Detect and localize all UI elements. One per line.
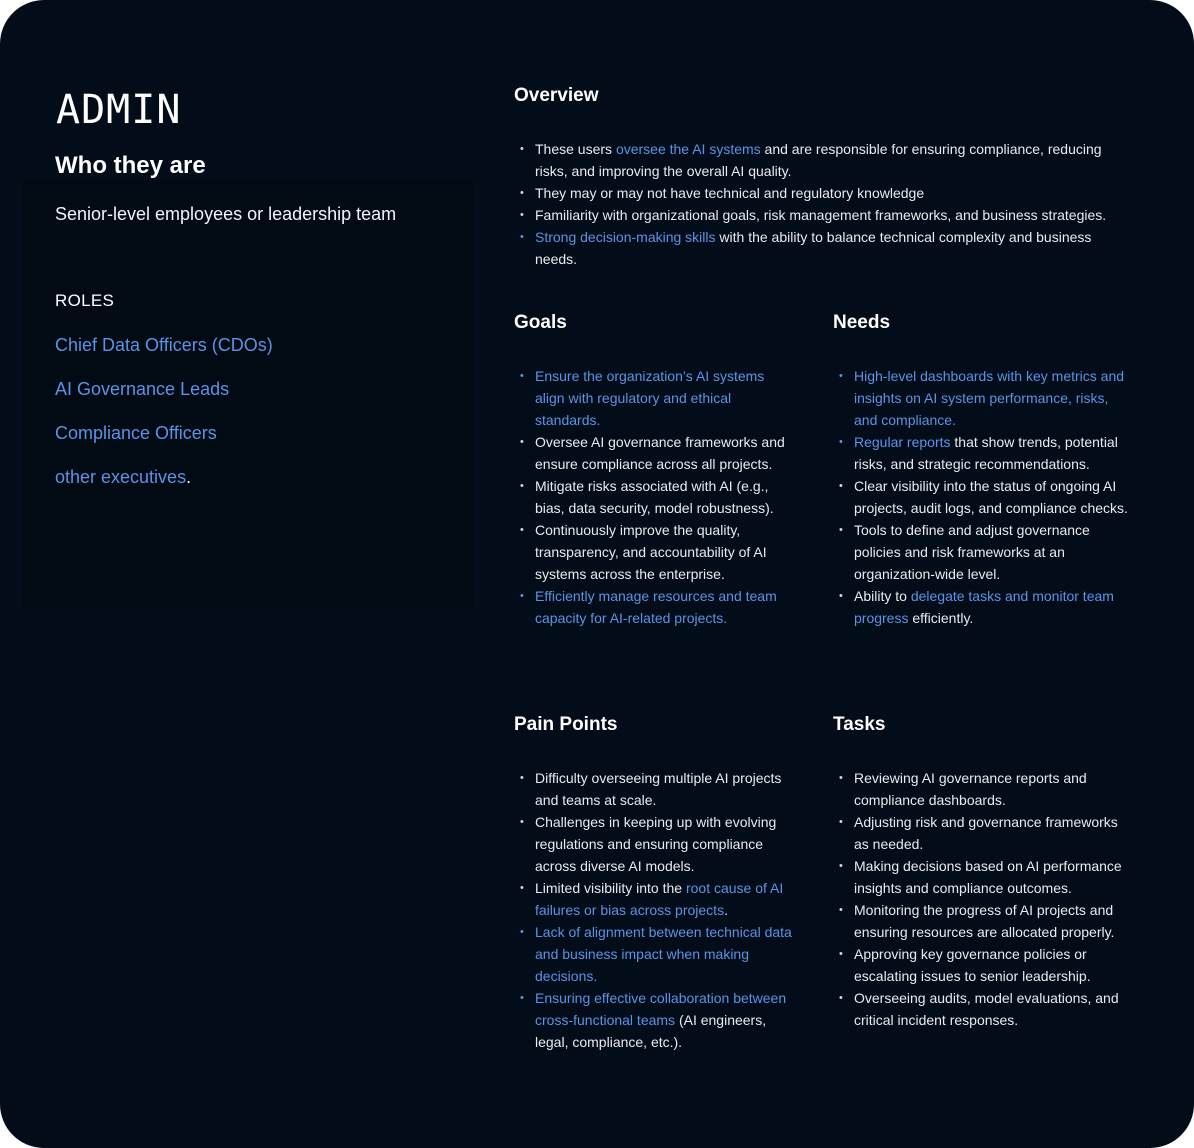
bullet-text: efficiently. — [908, 610, 974, 626]
highlighted-text: root cause of AI failures or bias across projects — [535, 880, 784, 918]
bullet-text: Ability to — [854, 588, 911, 604]
role-item — [55, 376, 273, 420]
bullet-text: that show trends, potential risks, and strategic recommendations. — [854, 434, 1118, 472]
bullet-text: Challenges in keeping up with evolving regulations and ensuring compliance across diverse AI models. — [535, 814, 777, 874]
bullet-text: Difficulty overseeing multiple AI projects and teams at scale. — [535, 770, 782, 808]
overview-list — [514, 138, 1114, 270]
bullet-item — [514, 138, 1114, 182]
goals-section — [514, 311, 789, 629]
role-label: other executives — [55, 467, 187, 487]
bullet-text: These users — [535, 141, 616, 157]
bullet-text: (AI engineers, legal, compliance, etc.). — [535, 1012, 767, 1050]
highlighted-text: Ensure the organization’s AI systems align with regulatory and ethical standards. — [535, 368, 765, 428]
needs-section — [833, 311, 1133, 629]
role-item — [55, 332, 273, 376]
bullet-item — [833, 365, 1133, 431]
highlighted-text: Strong decision-making skills — [535, 229, 716, 245]
goals-heading: Goals — [514, 312, 567, 333]
bullet-text: They may or may not have technical and regulatory knowledge — [535, 185, 925, 201]
bullet-item — [514, 226, 1114, 270]
pain-points-heading: Pain Points — [514, 714, 618, 735]
bullet-text: Oversee AI governance frameworks and ensure compliance across all projects. — [535, 434, 785, 472]
bullet-text: Limited visibility into the — [535, 880, 686, 896]
who-they-are-description: Senior-level employees or leadership team — [55, 204, 397, 224]
bullet-item — [833, 943, 1133, 987]
role-item — [55, 420, 273, 464]
bullet-text: Tools to define and adjust governance policies and risk frameworks at an organization-wide level. — [854, 522, 1090, 582]
pain-points-section — [514, 713, 794, 1053]
roles-label: ROLES — [55, 291, 115, 310]
bullet-text: Adjusting risk and governance frameworks as needed. — [854, 814, 1118, 852]
needs-list — [833, 365, 1133, 629]
highlighted-text: oversee the AI systems — [615, 141, 761, 157]
highlighted-text: Regular reports — [854, 434, 951, 450]
role-label: Chief Data Officers (CDOs) — [55, 335, 273, 355]
bullet-text: Mitigate risks associated with AI (e.g., bias, data security, model robustness). — [535, 478, 774, 516]
bullet-text: Continuously improve the quality, transparency, and accountability of AI systems across the enterprise. — [535, 522, 767, 582]
highlighted-text: High-level dashboards with key metrics and insights on AI system performance, risks, and compliance. — [854, 368, 1125, 428]
needs-heading: Needs — [833, 312, 891, 333]
bullet-item — [833, 519, 1133, 585]
who-they-are-heading: Who they are — [55, 152, 206, 179]
highlighted-text: Lack of alignment between technical data and business impact when making decisions. — [535, 924, 792, 984]
bullet-item — [514, 767, 794, 811]
highlighted-text: Ensuring effective collaboration between cross-functional teams — [535, 990, 787, 1028]
bullet-item — [514, 811, 794, 877]
bullet-text: . — [724, 902, 728, 918]
bullet-text: Familiarity with organizational goals, risk management frameworks, and business strategies. — [535, 207, 1107, 223]
highlighted-text: delegate tasks and monitor team progress — [854, 588, 1114, 626]
goals-list — [514, 365, 789, 629]
bullet-text: Approving key governance policies or escalating issues to senior leadership. — [854, 946, 1091, 984]
roles-list — [55, 332, 273, 508]
role-label: Compliance Officers — [55, 423, 217, 443]
overview-heading: Overview — [514, 85, 599, 106]
tasks-section — [833, 713, 1133, 1031]
bullet-item — [514, 204, 1114, 226]
bullet-item — [514, 431, 789, 475]
tasks-list — [833, 767, 1133, 1031]
highlighted-text: Efficiently manage resources and team capacity for AI-related projects. — [535, 588, 777, 626]
bullet-item — [833, 585, 1133, 629]
bullet-text: and are responsible for ensuring compliance, reducing risks, and improving the overall AI quality. — [535, 141, 1102, 179]
role-item — [55, 464, 273, 508]
pain-points-list — [514, 767, 794, 1053]
bullet-item — [833, 987, 1133, 1031]
bullet-text: Making decisions based on AI performance insights and compliance outcomes. — [854, 858, 1122, 896]
tasks-heading: Tasks — [833, 714, 886, 735]
bullet-item — [514, 182, 1114, 204]
bullet-item — [833, 899, 1133, 943]
role-label: AI Governance Leads — [55, 379, 230, 399]
bullet-item — [514, 877, 794, 921]
bullet-item — [514, 921, 794, 987]
bullet-text: Overseeing audits, model evaluations, and critical incident responses. — [854, 990, 1119, 1028]
bullet-item — [514, 519, 789, 585]
bullet-text: Reviewing AI governance reports and compliance dashboards. — [854, 770, 1087, 808]
bullet-item — [833, 475, 1133, 519]
bullet-text: Clear visibility into the status of ongoing AI projects, audit logs, and compliance checks. — [854, 478, 1128, 516]
role-suffix: . — [186, 467, 192, 487]
bullet-item — [514, 987, 794, 1053]
bullet-item — [514, 365, 789, 431]
persona-title: ADMIN — [56, 87, 182, 133]
overview-section — [514, 84, 1114, 270]
bullet-text: with the ability to balance technical complexity and business needs. — [535, 229, 1092, 267]
bullet-item — [514, 585, 789, 629]
bullet-item — [833, 811, 1133, 855]
bullet-item — [833, 431, 1133, 475]
bullet-item — [833, 855, 1133, 899]
bullet-item — [833, 767, 1133, 811]
bullet-text: Monitoring the progress of AI projects and ensuring resources are allocated properly. — [854, 902, 1115, 940]
bullet-item — [514, 475, 789, 519]
